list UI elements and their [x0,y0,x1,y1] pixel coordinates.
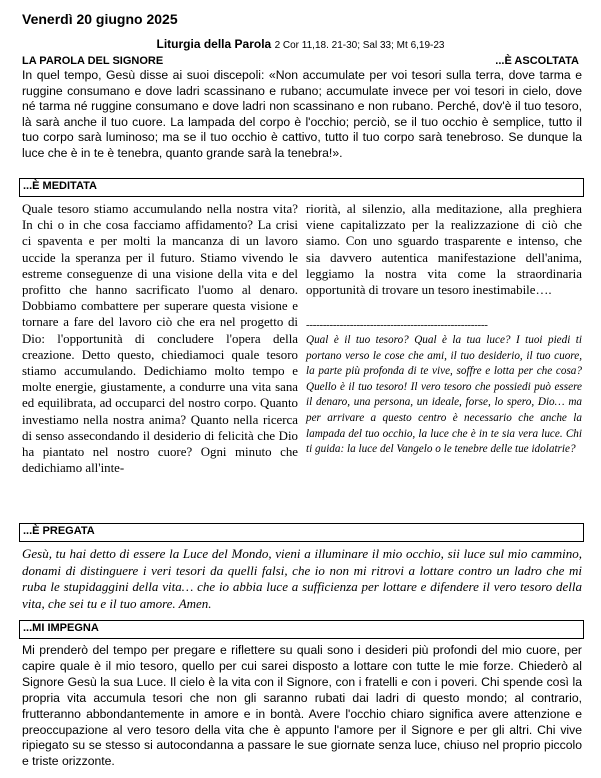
gospel-text: In quel tempo, Gesù disse ai suoi discepoli: «Non accumulate per voi tesori sulla terra, dove tarma e ruggine consumano e dove ladri scassinano e rubano; accumulate invece per voi tesori in cielo, dove né tarma né ruggine consumano e dove ladri non scassinano e non rubano. Perché, dov'è il tuo tesoro, là sarà anche il tuo cuore. La lampada del corpo è l'occhio; perciò, se il tuo occhio è semplice, tutto il tuo corpo sarà luminoso; ma se il tuo occhio è cattivo, tutto il tuo corpo sarà tenebroso. Se dunque la luce che è in te è tenebra, quanto grande sarà la tenebra!». [22,68,582,160]
page-date: Venerdì 20 giugno 2025 [22,11,178,27]
liturgy-line [0,37,601,51]
meditation-section-title: ...È MEDITATA [23,180,97,192]
word-section-title: LA PAROLA DEL SIGNORE [22,55,164,67]
liturgy-title: Liturgia della Parola [156,37,272,51]
prayer-section-bar [19,523,584,542]
meditation-text-right: riorità, al silenzio, alla meditazione, alla preghiera viene capitalizzato per la realizzazione di ciò che siamo. Con uno sguardo trasparente e intenso, che sia davvero autentica manifestazione dell'anima, leggiamo la nostra vita come la straordinaria opportunità di trovare un tesoro inestimabile…. [306,202,582,298]
meditation-quote: Qual è il tuo tesoro? Qual è la tua luce? I tuoi piedi ti portano verso le cose che ami, il tuo desiderio, il tuo cuore, la parte più profonda di te vive, soffre e lotta per che cosa? Quello è il tuo tesoro! Il vero tesoro che possiedi può essere il denaro, una persona, un ideale, forse, lo spero, Dio… ma per arrivare a questo centro è necessario che anche la lampada del tuo occhio, la luce che è in te sia vera luce. Chi ti guida: la luce del Vangelo o le tenebre delle tue idolatrie? [306,334,582,456]
meditation-separator: ------------------------------------------------------ [306,319,488,331]
prayer-text: Gesù, tu hai detto di essere la Luce del Mondo, vieni a illuminare il mio occhio, sii luce sul mio cammino, donami di distinguere i veri tesori da quelli falsi, che io non mi ritrovi a lottare contro un ladro che mi ruba le stupidaggini della vita… che io abbia luce a sufficienza per lottare e difendere il vero tesoro della vita, che sei tu e il tuo amore. Amen. [22,546,582,611]
commitment-text: Mi prenderò del tempo per pregare e riflettere su quali sono i desideri più profondi del mio cuore, per capire quale è il mio tesoro, quello per cui sarei disposto a lottare con tutte le mie forze. Chiederò al Signore Gesù la sua Luce. Il cielo è la vita con il Signore, con i fratelli e con i poveri. Chi spende così la propria vita accumula tesori che non gli saranno rubati dai ladri di questo mondo; al contrario, frutteranno abbondantemente in amore e in bontà. Avere l'occhio chiaro significa avere attenzione e preoccupazione al vero tesoro della vita che è appunto l'amore per il Signore e per gli altri. Chi vive ripiegato su se stesso si autocondanna a passare le sue giornate senza luce, chiuso nel proprio piccolo e triste orizzonte. [22,643,582,769]
meditation-text-left: Quale tesoro stiamo accumulando nella nostra vita? In chi o in che cosa facciamo affidamento? La crisi ci spaventa e per molti la mancanza di un lavoro uccide la speranza per il futuro. Stiamo vivendo le estreme conseguenze di una visione della vita e del profitto che hanno sacrificato l'uomo al denaro. Dobbiamo combattere per superare questa visione e tornare a fare del lavoro ciò che era nel progetto di Dio: l'opportunità di concludere l'opera della creazione. Detto questo, chiediamoci quale tesoro stiamo accumulando. Dedichiamo molto tempo e molte energie, giustamente, a condurre una vita sana ed equilibrata, ad occuparci del nostro corpo. Quanto investiamo nella nostra anima? Quanto nella ricerca di senso assecondando il desiderio di felicità che Dio ha piantato nel nostro cuore? Ogni minuto che dedichiamo all'inte- [22,202,298,476]
meditation-section-bar [19,178,584,197]
listened-section-title: ...È ASCOLTATA [495,55,579,67]
prayer-section-title: ...È PREGATA [23,525,95,537]
liturgy-refs: 2 Cor 11,18. 21-30; Sal 33; Mt 6,19-23 [274,40,445,51]
commitment-section-title: ...MI IMPEGNA [23,622,99,634]
commitment-section-bar [19,620,584,639]
